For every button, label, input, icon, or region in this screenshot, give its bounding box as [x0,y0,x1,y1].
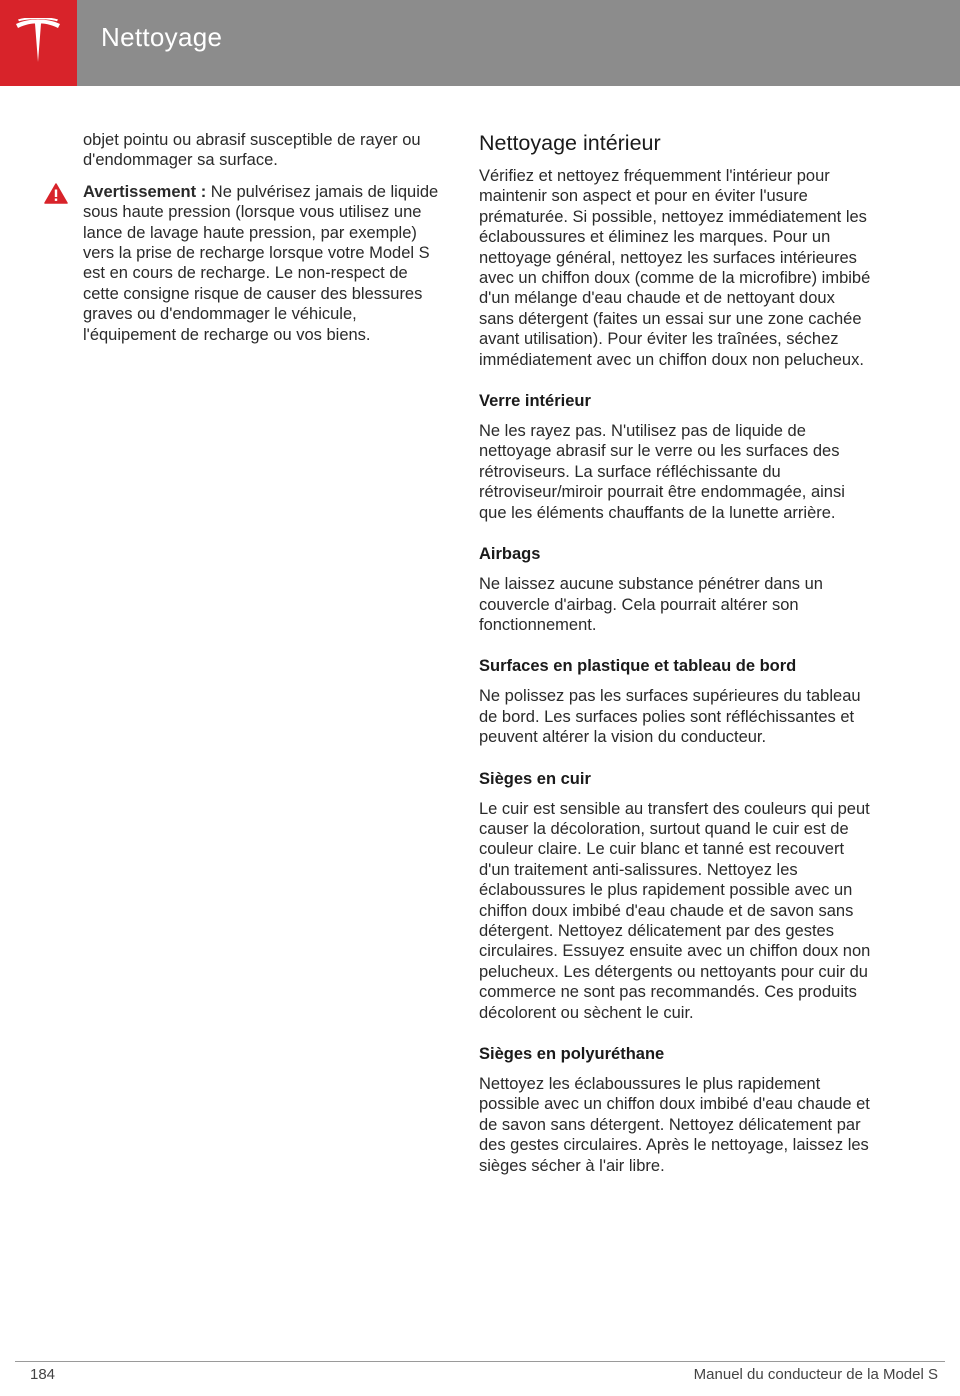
subsection-heading-cuir: Sièges en cuir [479,769,591,788]
intro-text: objet pointu ou abrasif susceptible de rayer ou d'endommager sa surface. [83,131,421,170]
section-intro: Vérifiez et nettoyez fréquemment l'intérieur pour maintenir son aspect et pour en éviter l'usure prématurée. Si possible, nettoyez immédiatement les éclaboussures et éliminez les marques. Pour un nettoyage général, nettoyez les surfaces intérieures avec un chiffon doux (comme de la microfibre) imbibé d'un mélange d'eau chaude et de nettoyant doux sans détergent (faites un essai sur une zone cachée avant utilisation). Pour éviter les traînées, séchez immédiatement avec un chiffon doux non pelucheux. [479,167,871,369]
subsection-text-polyurethane: Nettoyez les éclaboussures le plus rapidement possible avec un chiffon doux imbibé d'eau chaude et de savon sans détergent. Nettoyez délicatement par des gestes circulaires. Après le nettoyage, laissez les sièges sécher à l'air libre. [479,1075,870,1175]
chapter-title: Nettoyage [101,22,223,52]
subsection-heading-plastique: Surfaces en plastique et tableau de bord [479,657,797,676]
page-header [0,0,960,86]
warning-label: Avertissement : [83,182,207,201]
warning-body: Ne pulvérisez jamais de liquide sous haute pression (lorsque vous utilisez une lance de lavage haute pression, par exemple) vers la prise de recharge lorsque votre Model S est en cours de recharge. Le non-respect de cette consigne risque de causer des blessures graves ou d'endommager le véhicule, l'équipement de recharge ou vos biens. [83,182,439,344]
section-title: Nettoyage intérieur [479,131,661,155]
tesla-logo [0,0,77,86]
warning-text [83,182,441,345]
right-column [479,130,874,1176]
page-number: 184 [30,1366,56,1383]
warning-triangle-icon [44,183,68,204]
subsection-heading-airbags: Airbags [479,545,541,564]
subsection-heading-polyurethane: Sièges en polyuréthane [479,1045,665,1063]
subsection-text-cuir: Le cuir est sensible au transfert des couleurs qui peut causer la décoloration, surtout quand le cuir est de couleur claire. Le cuir blanc et tanné est recouvert d'un traitement anti-salissures. Nettoyez les éclaboussures le plus rapidement possible avec un chiffon doux imbibé d'eau chaude et de savon sans détergent. Nettoyez délicatement par des gestes circulaires. Essuyez ensuite avec un chiffon doux non pelucheux. Les détergents ou nettoyants pour cuir du commerce ne sont pas recommandés. Ces produits décolorent ou sèchent le cuir. [479,799,871,1022]
subsection-text-plastique: Ne polissez pas les surfaces supérieures du tableau de bord. Les surfaces polies sont réfléchissantes et peuvent altérer la vision du conducteur. [479,687,861,747]
tesla-t-icon [14,18,62,68]
subsection-text-verre: Ne les rayez pas. N'utilisez pas de liquide de nettoyage abrasif sur le verre ou les surfaces des rétroviseurs. La surface réfléchissante du rétroviseur/miroir pourrait être endommagée, ainsi que les éléments chauffants de la lunette arrière. [479,422,845,522]
footer-manual-title: Manuel du conducteur de la Model S [693,1366,938,1383]
left-column [83,130,441,345]
warning-block [83,182,441,345]
subsection-text-airbags: Ne laissez aucune substance pénétrer dans un couvercle d'airbag. Cela pourrait altérer son fonctionnement. [479,575,823,634]
footer-divider [15,1361,945,1362]
subsection-heading-verre: Verre intérieur [479,392,591,411]
